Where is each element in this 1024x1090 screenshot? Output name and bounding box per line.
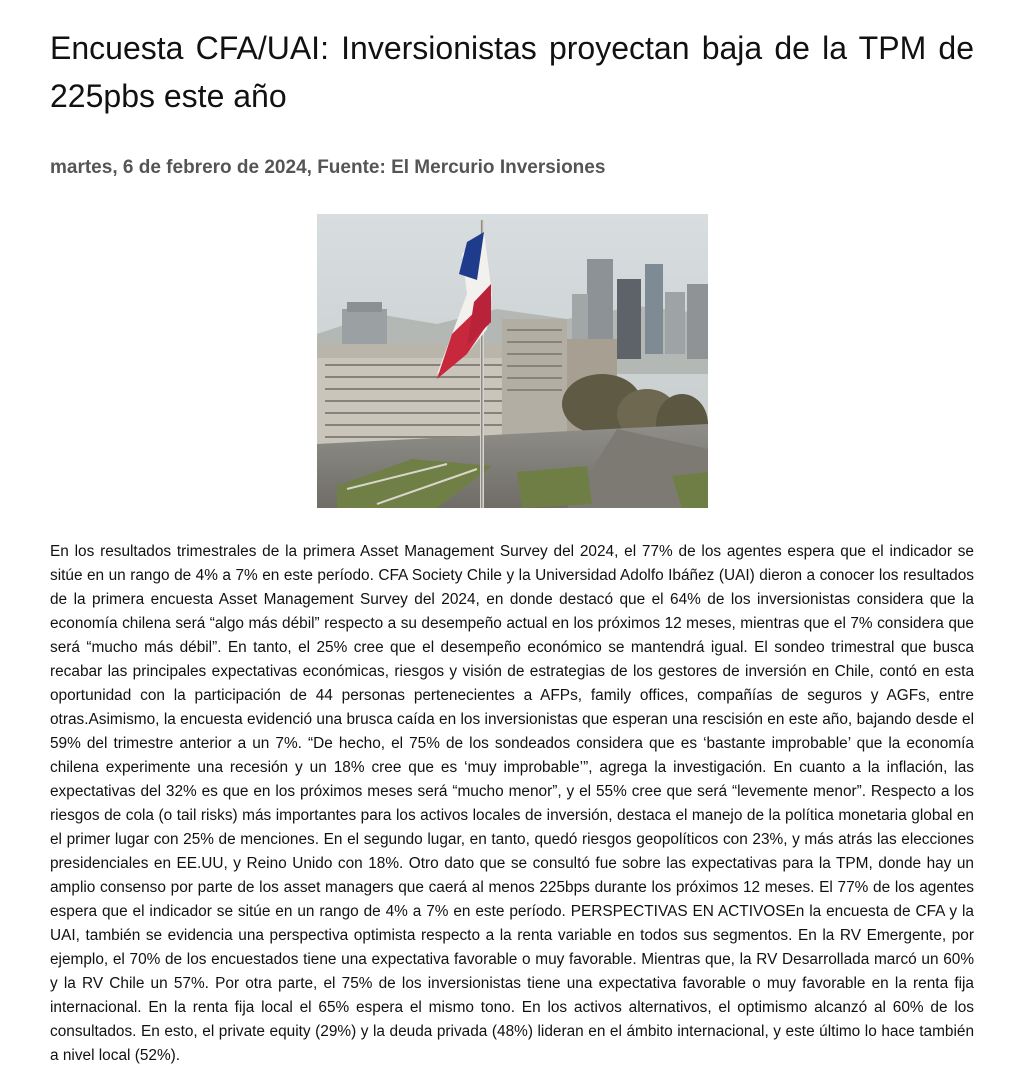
article-body: En los resultados trimestrales de la primera Asset Management Survey del 2024, el 77% de los agentes espera que el indicador se sitúe en un rango de 4% a 7% en este período. CFA Society Chile y la Universidad Adolfo Ibáñez (UAI) dieron a conocer los resultados de la primera encuesta Asset Management Survey del 2024, en donde destacó que el 64% de los inversionistas considera que la economía chilena será “algo más débil” respecto a su desempeño actual en los próximos 12 meses, mientras que el 7% considera que será “mucho más débil”. En tanto, el 25% cree que el desempeño económico se mantendrá igual. El sondeo trimestral que busca recabar las principales expectativas económicas, riesgos y visión de estrategias de los gestores de inversión en Chile, contó en esta oportunidad con la participación de 44 personas pertenecientes a AFPs, family offices, compañías de seguros y AGFs, entre otras.Asimismo, la encuesta evidenció una brusca caída en los inversionistas que esperan una rescisión en este año, bajando desde el 59% del trimestre anterior a un 7%. “De hecho, el 75% de los sondeados considera que es ‘bastante improbable’ que la economía chilena experimente una recesión y un 18% cree que es ‘muy improbable’”, agrega la investigación. En cuanto a la inflación, las expectativas del 32% es que en los próximos meses será “mucho menor”, y el 55% cree que será “levemente menor”. Respecto a los riesgos de cola (o tail risks) más importantes para los activos locales de inversión, destaca el manejo de la política monetaria global en el primer lugar con 25% de menciones. En el segundo lugar, en tanto, quedó riesgos geopolíticos con 23%, y más atrás las elecciones presidenciales en EE.UU, y Reino Unido con 18%. Otro dato que se consultó fue sobre las expectativas para la TPM, donde hay un amplio consenso por parte de los asset managers que caerá al menos 225bps durante los próximos 12 meses. El 77% de los agentes espera que el indicador se sitúe en un rango de 4% a 7% en este período. PERSPECTIVAS EN ACTIVOSEn la encuesta de CFA y la UAI, también se evidencia una perspectiva optimista respecto a la renta variable en todos sus segmentos. En la RV Emergente, por ejemplo, el 70% de los encuestados tiene una expectativa favorable o muy favorable. Mientras que, la RV Desarrollada marcó un 60% y la RV Chile un 57%. Por otra parte, el 75% de los inversionistas tiene una expectativa favorable o muy favorable en la renta fija internacional. En la renta fija local el 65% espera el mismo tono. En los activos alternativos, el optimismo alcanzó al 60% de los consultados. En esto, el private equity (29%) y la deuda privada (48%) lideran en el ámbito internacional, y este último lo hace también a nivel local (52%).	[50, 543, 974, 1064]
article-title: Encuesta CFA/UAI: Inversionistas proyectan baja de la TPM de 225pbs este año	[50, 30, 974, 114]
article-dateline: martes, 6 de febrero de 2024, Fuente: El Mercurio Inversiones	[50, 157, 606, 178]
article-image-container	[50, 214, 974, 508]
article-photo	[317, 214, 708, 508]
article	[50, 0, 974, 1068]
